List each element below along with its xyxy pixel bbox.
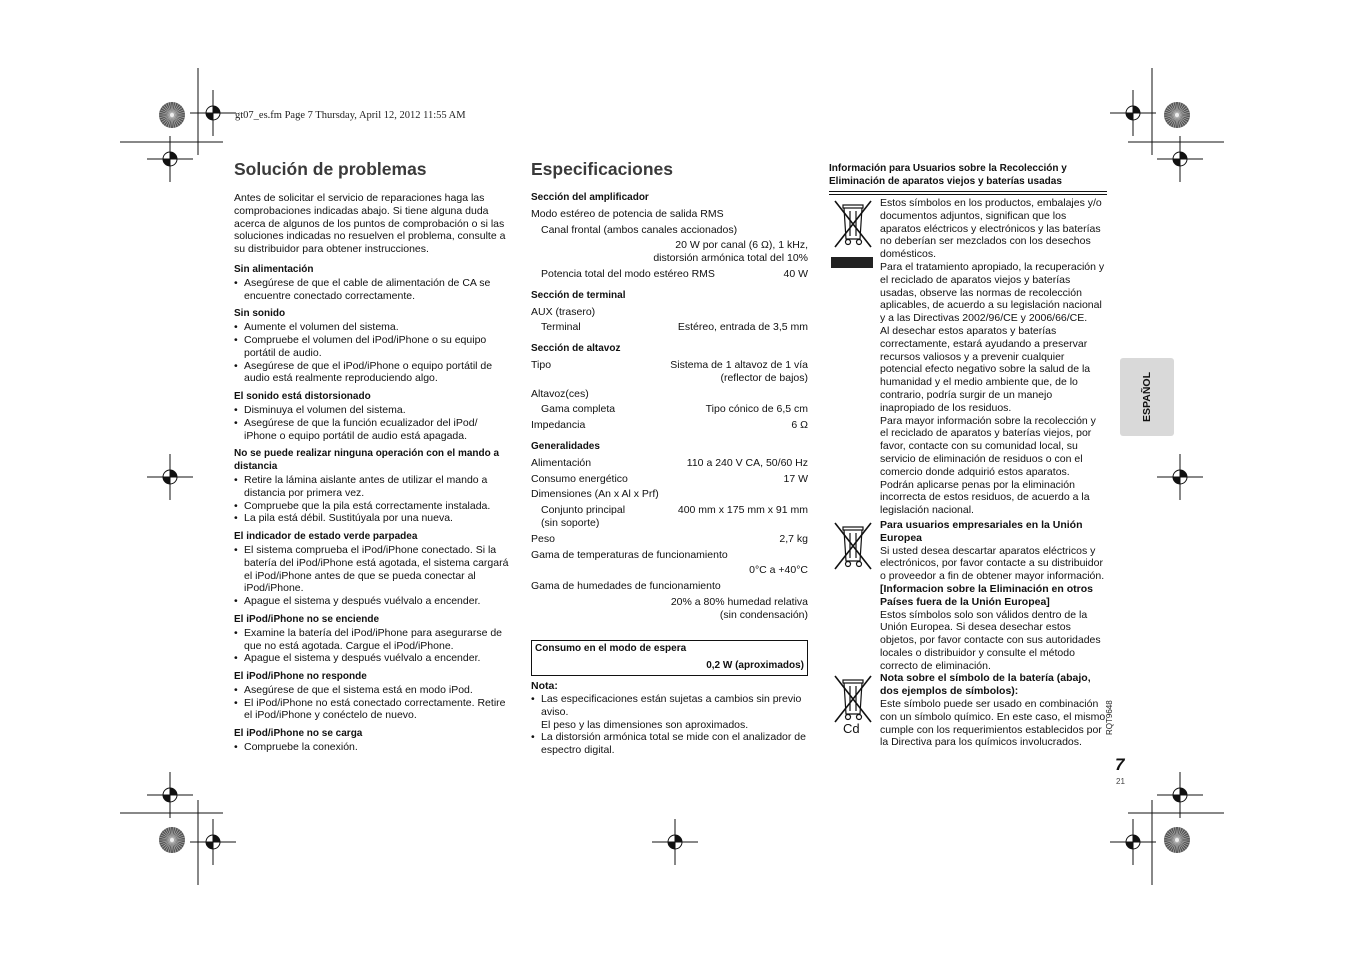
eu-icon-wrap (829, 519, 880, 673)
standby-label: Consumo en el modo de espera (535, 642, 687, 654)
note-item1b: El peso y las dimensiones son aproximados. (541, 718, 749, 731)
consumption-value: 17 W (783, 472, 808, 485)
crop-mark-part (1173, 477, 1180, 484)
title-rule-2 (829, 194, 1107, 195)
problem-solution-list (234, 627, 510, 665)
note-heading: Nota: (531, 680, 558, 693)
problem-heading: El sonido está distorsionado (234, 391, 371, 403)
speaker-type-label: Tipo (531, 358, 552, 371)
crop-mark-part (1173, 795, 1180, 802)
problem-heading: El iPod/iPhone no se carga (234, 728, 363, 740)
crop-mark-part (1175, 838, 1179, 842)
disposal-title: Información para Usuarios sobre la Recolección y Eliminación de aparatos viejos y baterías usadas (829, 163, 1067, 187)
impedance-row (531, 419, 808, 432)
outside-eu-text: Estos símbolos solo son válidos dentro de la Unión Europea. Si desea desechar estos objetos, por favor contacte con sus autoridades locales o distribuidor y consulte el método correcto de eliminación. (880, 608, 1101, 672)
amp-line1: Modo estéreo de potencia de salida RMS (531, 207, 724, 220)
consumption-label: Consumo energético (531, 472, 628, 485)
crossed-bin-icon (831, 519, 875, 573)
crossed-bin-icon (831, 672, 875, 726)
solution-item: • Disminuya el volumen del sistema. (234, 404, 510, 417)
disposal-block4: Para mayor información sobre la recolección y el reciclado de aparatos y baterías viejos, por favor, contacte con su comunidad local, su servicio de eliminación de residuos o con el comercio donde adquirió estos aparatos. (880, 414, 1096, 478)
crossed-bin-icon (831, 197, 875, 251)
crop-mark-part (1133, 106, 1140, 113)
dimensions-label: Dimensiones (An x Al x Prf) (531, 488, 659, 501)
main-unit-label (541, 504, 631, 530)
disposal-block1: Estos símbolos en los productos, embalajes y/o documentos adjuntos, significan que los aparatos eléctricos y electrónicos y las baterías no deberían ser mezclados con los desechos domésticos. (880, 197, 1102, 261)
problem-heading: El iPod/iPhone no se enciende (234, 613, 380, 625)
battery-block (829, 672, 1107, 749)
crop-mark-part (213, 106, 220, 113)
power-supply-value: 110 a 240 V CA, 50/60 Hz (686, 456, 808, 469)
page-number: 7 (1115, 755, 1125, 774)
solution-item: • Compruebe que la pila está correctamente instalada. (234, 500, 510, 513)
troubleshooting-sections (234, 264, 510, 754)
crop-mark-part (170, 838, 174, 842)
disposal-block3: Al desechar estos aparatos y baterías correctamente, estará ayudando a preservar recursos valiosos y a prevenir cualquier potencial efecto negativo sobre la salud de la humanidad y el medio ambiente que, de lo contrario, podría surgir de un manejo inapropiado de los residuos. (880, 324, 1091, 414)
solution-item: • Compruebe el volumen del iPod/iPhone o su equipo portátil de audio. (234, 334, 510, 360)
crop-mark-part (206, 113, 213, 120)
general-heading: Generalidades (531, 440, 600, 452)
outside-eu-heading: [Informacion sobre la Eliminación en otros Países fuera de la Unión Europea] (880, 582, 1093, 608)
solution-item: • Apague el sistema y después vuélvalo a encender. (234, 652, 510, 665)
terminal-line1: AUX (trasero) (531, 305, 596, 318)
disposal-block2: Para el tratamiento apropiado, la recuperación y el reciclado de aparatos viejos y baterías usadas, observe las normas de recolección aplicables, de acuerdo a su legislación nacional y a las Directivas 2002/96/CE y 2006/66/CE. (880, 260, 1105, 325)
terminal-value: Estéreo, entrada de 3,5 mm (677, 321, 808, 334)
amp-value2: distorsión armónica total del 10% (653, 252, 808, 265)
solution-item: • Aumente el volumen del sistema. (234, 321, 510, 334)
full-range-value: Tipo cónico de 6,5 cm (705, 403, 808, 416)
humidity-value2: (sin condensación) (719, 608, 808, 621)
file-header-line: gt07_es.fm Page 7 Thursday, April 12, 2012 11:55 AM (235, 110, 466, 121)
crop-mark-part (163, 795, 170, 802)
specifications-column (531, 158, 808, 757)
troubleshooting-intro: Antes de solicitar el servicio de reparaciones haga las comprobaciones indicadas abajo. Si tiene alguna duda acerca de algunos de los puntos de comprobación o si las soluciones indicadas no resuelven el problema, consulte a su distribuidor para obtener instrucciones. (234, 192, 506, 256)
solution-item: • El sistema comprueba el iPod/iPhone conectado. Si la batería del iPod/iPhone está agotada, el sistema cargará el iPod/iPhone antes de que se pueda conectar al iPod/iPhone. (234, 544, 510, 595)
problem-solution-list (234, 741, 510, 754)
terminal-label: Terminal (541, 321, 581, 334)
temperature-label: Gama de temperaturas de funcionamiento (531, 548, 728, 561)
full-range-row (531, 403, 808, 416)
solution-item: • Apague el sistema y después vuélvalo a encender. (234, 595, 510, 608)
solution-item: • Examine la batería del iPod/iPhone para asegurarse de que no está agotada. Cargue el iPod/iPhone. (234, 627, 510, 653)
main-unit-row (531, 504, 808, 530)
cd-chemical-label: Cd (843, 721, 860, 737)
speaker-type-value2: (reflector de bajos) (720, 371, 808, 384)
amp-total-value: 40 W (783, 267, 808, 280)
crop-mark-part (206, 842, 213, 849)
amp-line2: Canal frontal (ambos canales accionados) (541, 223, 738, 236)
speaker-type-value (670, 359, 808, 385)
full-range-label: Gama completa (541, 403, 616, 416)
battery-text: Este símbolo puede ser usado en combinación con un símbolo químico. En este caso, el mismo cumple con los requerimientos establecidos por la Directiva para los químicos involucrados. (880, 698, 1106, 749)
speaker-heading: Sección de altavoz (531, 343, 621, 355)
eu-text: Si usted desea descartar aparatos eléctricos y electrónicos, por favor contacte a su distribuidor o proveedor a fin de obtener mayor información. (880, 544, 1105, 583)
weight-label: Peso (531, 532, 555, 545)
solution-item: • Asegúrese de que el cable de alimentación de CA se encuentre conectado correctamente. (234, 277, 510, 303)
crop-mark-part (163, 159, 170, 166)
crop-mark-part (170, 113, 174, 117)
battery-icon-wrap (829, 672, 880, 749)
solution-item: • La pila está débil. Sustitúyala por una nueva. (234, 512, 510, 525)
humidity-value1: 20% a 80% humedad relativa (670, 595, 808, 608)
eu-business-block (829, 519, 1107, 673)
impedance-value: 6 Ω (791, 419, 808, 432)
eu-text-wrap (880, 519, 1107, 673)
solution-item: • Retire la lámina aislante antes de utilizar el mando a distancia por primera vez. (234, 474, 510, 500)
terminal-row (531, 321, 808, 334)
crop-mark-part (1126, 842, 1133, 849)
amp-total-label: Potencia total del modo estéreo RMS (541, 267, 715, 280)
disposal-text (880, 197, 1107, 517)
troubleshooting-column (234, 158, 510, 754)
eu-heading: Para usuarios empresariales en la Unión Europea (880, 518, 1083, 544)
speaker-type-row (531, 359, 808, 385)
crop-mark-part (213, 835, 220, 842)
temperature-value: 0°C a +40°C (749, 564, 808, 577)
solution-item: • Asegúrese de que el sistema está en modo iPod. (234, 684, 510, 697)
battery-heading: Nota sobre el símbolo de la batería (abajo, dos ejemplos de símbolos): (880, 672, 1091, 698)
terminal-heading: Sección de terminal (531, 289, 626, 301)
solution-item: • El iPod/iPhone no está conectado correctamente. Retire el iPod/iPhone y conéctelo de nuevo. (234, 697, 510, 723)
crop-mark-part (1173, 159, 1180, 166)
crop-mark-part (170, 788, 177, 795)
crop-mark-part (170, 470, 177, 477)
main-unit-value: 400 mm x 175 mm x 91 mm (677, 504, 808, 517)
solution-item: • Compruebe la conexión. (234, 741, 510, 754)
standby-value: 0,2 W (aproximados) (706, 660, 804, 672)
problem-solution-list (234, 404, 510, 442)
note-list (531, 693, 808, 757)
power-supply-row (531, 457, 808, 470)
problem-heading: Sin alimentación (234, 263, 314, 275)
disposal-block-main (829, 197, 1107, 517)
crop-mark-part (675, 835, 682, 842)
page-sub-number: 21 (1116, 777, 1125, 786)
problem-heading: Sin sonido (234, 308, 286, 320)
humidity-label: Gama de humedades de funcionamiento (531, 580, 721, 593)
problem-solution-list (234, 321, 510, 385)
impedance-label: Impedancia (531, 419, 586, 432)
crop-mark-part (1180, 470, 1187, 477)
main-unit-label2: (sin soporte) (541, 516, 600, 529)
problem-heading: No se puede realizar ninguna operación con el mando a distancia (234, 448, 500, 473)
crop-mark-part (1133, 835, 1140, 842)
problem-solution-list (234, 684, 510, 722)
crop-mark-part (170, 152, 177, 159)
problem-solution-list (234, 544, 510, 608)
speaker-type-value1: Sistema de 1 altavoz de 1 vía (670, 358, 808, 371)
amp-total-row (531, 268, 808, 281)
problem-solution-list (234, 474, 510, 525)
crop-mark-part (1126, 113, 1133, 120)
standby-box (531, 640, 808, 677)
disposal-info-column (829, 163, 1107, 749)
main-unit-label1: Conjunto principal (541, 504, 626, 517)
disposal-block5: Podrán aplicarse penas por la eliminación incorrecta de estos residuos, de acuerdo a la legislación nacional. (880, 478, 1090, 517)
crop-mark-part (1175, 113, 1179, 117)
crop-mark-part (1180, 152, 1187, 159)
language-tab (1120, 358, 1174, 436)
problem-solution-list (234, 277, 510, 303)
document-code: RQT9648 (1105, 700, 1114, 735)
title-rule (829, 191, 1107, 192)
power-supply-label: Alimentación (531, 456, 592, 469)
problem-heading: El indicador de estado verde parpadea (234, 531, 418, 543)
language-tab-label: ESPAÑOL (1141, 372, 1153, 422)
consumption-row (531, 473, 808, 486)
solution-item: • Asegúrese de que el iPod/iPhone o equipo portátil de audio está realmente reproduciendo algo. (234, 360, 510, 386)
crop-mark-part (668, 842, 675, 849)
battery-text-wrap (880, 672, 1107, 749)
crop-mark-part (163, 477, 170, 484)
specifications-title: Especificaciones (531, 159, 674, 179)
amplifier-heading: Sección del amplificador (531, 192, 649, 203)
problem-heading: El iPod/iPhone no responde (234, 671, 367, 683)
crop-mark-part (1180, 788, 1187, 795)
solution-item: • Asegúrese de que la función ecualizador del iPod/ iPhone o equipo portátil de audio está apagada. (234, 417, 510, 443)
speaker-count: Altavoz(ces) (531, 387, 589, 400)
weight-value: 2,7 kg (779, 532, 808, 545)
note-item1a: Las especificaciones están sujetas a cambios sin previo aviso. (541, 692, 802, 718)
black-bar-mark (831, 257, 873, 268)
troubleshooting-title: Solución de problemas (234, 159, 427, 179)
weight-row (531, 533, 808, 546)
disposal-icons (829, 197, 880, 517)
note-item: • La distorsión armónica total se mide con el analizador de espectro digital. (531, 731, 808, 757)
note-item (531, 693, 808, 731)
amp-value1: 20 W por canal (6 Ω), 1 kHz, (675, 239, 808, 252)
